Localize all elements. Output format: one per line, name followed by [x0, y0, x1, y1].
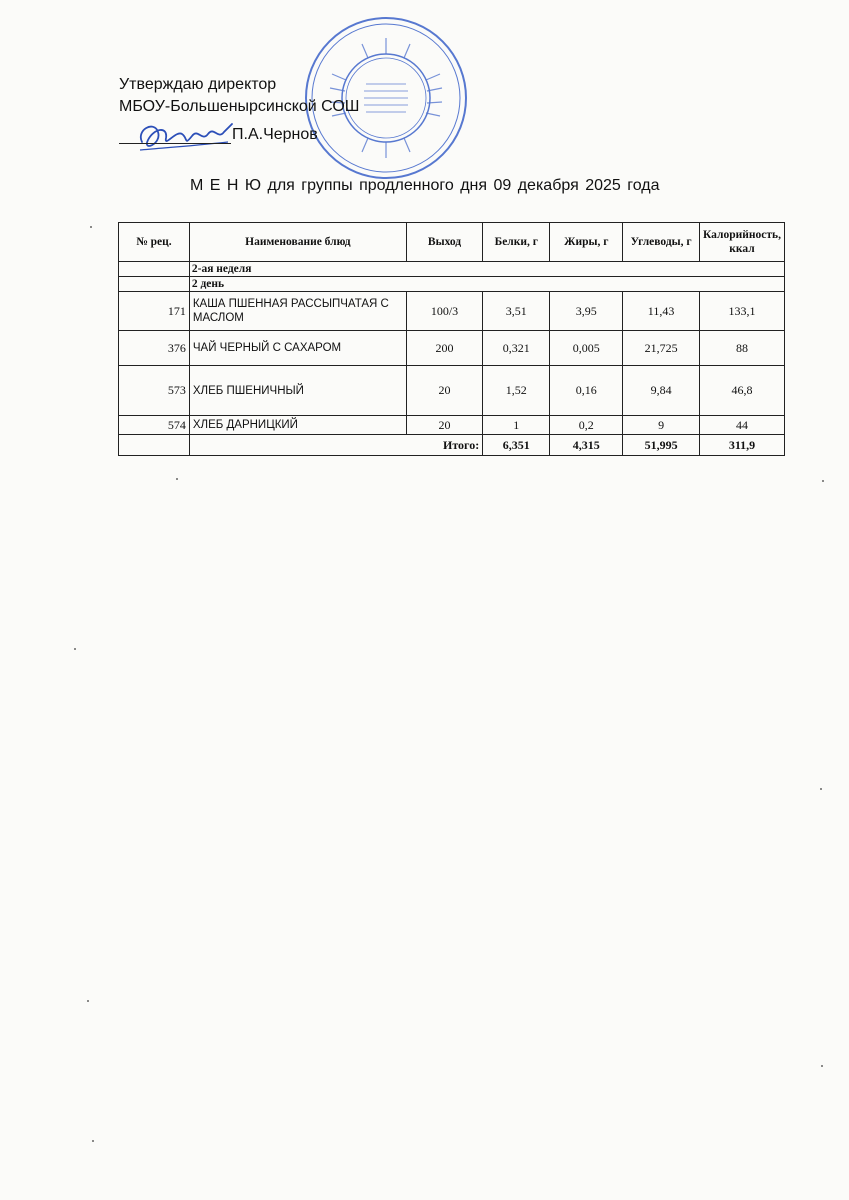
dish-kcal: 46,8: [699, 366, 784, 416]
dish-protein: 0,321: [483, 331, 550, 366]
dish-name: ХЛЕБ ПШЕНИЧНЫЙ: [189, 366, 406, 416]
table-row: [119, 292, 785, 331]
scan-speck: [92, 1140, 94, 1142]
day-label: 2 день: [189, 277, 784, 292]
header-output: Выход: [406, 223, 482, 262]
day-row: [119, 277, 785, 292]
dish-fat: 0,16: [550, 366, 623, 416]
dish-fat: 3,95: [550, 292, 623, 331]
director-signature: [132, 112, 242, 162]
scan-speck: [176, 478, 178, 480]
dish-kcal: 44: [699, 416, 784, 435]
dish-carbs: 11,43: [623, 292, 700, 331]
dish-output: 20: [406, 416, 482, 435]
dish-fat: 0,2: [550, 416, 623, 435]
dish-name: ЧАЙ ЧЕРНЫЙ С САХАРОМ: [189, 331, 406, 366]
recipe-code: 376: [119, 331, 190, 366]
scan-speck: [74, 648, 76, 650]
recipe-code: 573: [119, 366, 190, 416]
dish-carbs: 9,84: [623, 366, 700, 416]
total-kcal: 311,9: [699, 435, 784, 456]
scan-speck: [822, 480, 824, 482]
dish-output: 100/3: [406, 292, 482, 331]
school-name: МБОУ-Большенырсинской СОШ: [119, 98, 360, 115]
total-fat: 4,315: [550, 435, 623, 456]
director-name: П.А.Чернов: [232, 126, 318, 143]
scan-speck: [87, 1000, 89, 1002]
dish-name: ХЛЕБ ДАРНИЦКИЙ: [189, 416, 406, 435]
dish-fat: 0,005: [550, 331, 623, 366]
header-recipe-no: № рец.: [119, 223, 190, 262]
header-carbs: Углеводы, г: [623, 223, 700, 262]
recipe-code: 574: [119, 416, 190, 435]
dish-carbs: 21,725: [623, 331, 700, 366]
scan-speck: [821, 1065, 823, 1067]
dish-output: 200: [406, 331, 482, 366]
table-row: [119, 416, 785, 435]
header-protein: Белки, г: [483, 223, 550, 262]
header-kcal: Калорийность, ккал: [699, 223, 784, 262]
approval-title: Утверждаю директор: [119, 76, 277, 93]
table-row: [119, 366, 785, 416]
dish-protein: 3,51: [483, 292, 550, 331]
scan-speck: [90, 226, 92, 228]
total-row: [119, 435, 785, 456]
menu-table: [118, 222, 785, 456]
page-title: М Е Н Ю для группы продленного дня 09 декабря 2025 года: [190, 177, 660, 194]
dish-protein: 1,52: [483, 366, 550, 416]
table-row: [119, 331, 785, 366]
total-carbs: 51,995: [623, 435, 700, 456]
signature-line: [119, 142, 231, 144]
dish-name: КАША ПШЕННАЯ РАССЫПЧАТАЯ С МАСЛОМ: [189, 292, 406, 331]
week-label: 2-ая неделя: [189, 262, 784, 277]
dish-carbs: 9: [623, 416, 700, 435]
dish-output: 20: [406, 366, 482, 416]
dish-kcal: 88: [699, 331, 784, 366]
week-row: [119, 262, 785, 277]
header-dish-name: Наименование блюд: [189, 223, 406, 262]
header-fat: Жиры, г: [550, 223, 623, 262]
scan-speck: [820, 788, 822, 790]
recipe-code: 171: [119, 292, 190, 331]
table-header-row: [119, 223, 785, 262]
total-label: Итого:: [189, 435, 482, 456]
dish-protein: 1: [483, 416, 550, 435]
dish-kcal: 133,1: [699, 292, 784, 331]
total-protein: 6,351: [483, 435, 550, 456]
